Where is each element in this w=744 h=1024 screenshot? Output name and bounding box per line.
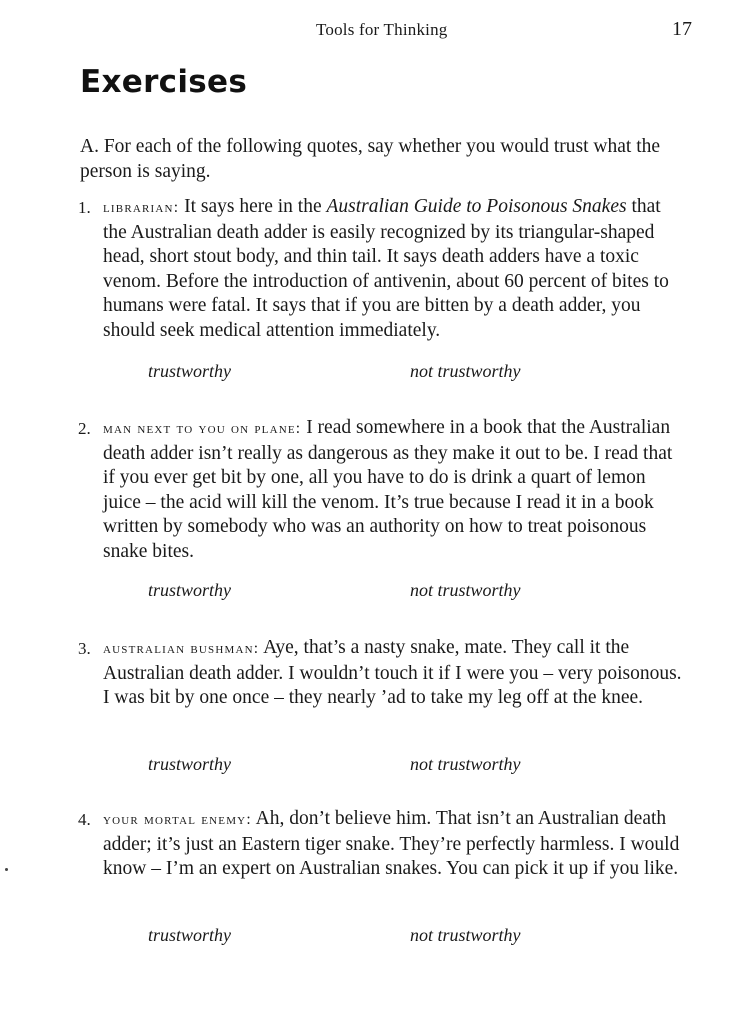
item-quote <box>103 195 688 343</box>
answer-choices <box>78 361 698 387</box>
exercise-instructions: A. For each of the following quotes, say whether you would trust what the person is saying. <box>80 136 661 182</box>
exercise-item-1 <box>78 195 698 381</box>
quote-body: Aye, that’s a nasty snake, mate. They call it the Australian death adder. I wouldn’t touch it if I were you – very poisonous. I was bit by one once – they nearly ’ad to take my leg off at the knee. <box>103 637 682 708</box>
exercise-item-3 <box>78 636 698 774</box>
item-quote <box>103 636 688 711</box>
choice-trustworthy[interactable]: trustworthy <box>148 580 232 600</box>
running-head: Tools for Thinking <box>316 20 448 39</box>
exercise-item-2 <box>78 416 698 600</box>
section-title: Exercises <box>80 64 248 100</box>
answer-choices <box>78 925 698 951</box>
speaker-label: man next to you on plane: <box>103 420 302 437</box>
quote-lead: It says here in the <box>179 196 327 217</box>
item-number: 1. <box>78 198 91 217</box>
answer-choices <box>78 580 698 606</box>
speaker-label: your mortal enemy: <box>103 811 252 828</box>
speaker-label: librarian: <box>103 199 180 216</box>
book-title: Australian Guide to Poisonous Snakes <box>326 196 627 217</box>
item-number: 2. <box>78 419 91 438</box>
choice-not-trustworthy[interactable]: not trustworthy <box>410 925 521 945</box>
item-number: 3. <box>78 639 91 658</box>
item-quote <box>103 416 688 564</box>
speaker-label: australian bushman: <box>103 640 260 657</box>
item-quote <box>103 807 688 882</box>
quote-body: that the Australian death adder is easily recognized by its triangular-shaped head, short stout body, and thin tail. It says death adders have a toxic venom. Before the introduction of antivenin, about 60 percent of bites to humans were fatal. It says that if you are bitten by a death adder, you should seek medical attention immediately. <box>103 196 669 341</box>
item-number: 4. <box>78 810 91 829</box>
exercise-item-4 <box>78 807 698 945</box>
answer-choices <box>78 754 698 780</box>
quote-body: Ah, don’t believe him. That isn’t an Australian death adder; it’s just an Eastern tiger snake. They’re perfectly harmless. I would know – I’m an expert on Australian snakes. You can pick it up if you like. <box>103 808 680 879</box>
quote-body: I read somewhere in a book that the Australian death adder isn’t really as dangerous as they make it out to be. I read that if you ever get bit by one, all you have to do is drink a quart of lemon juice – the acid will kill the venom. It’s true because I read it in a book written by somebody who was an authority on how to treat poisonous snake bites. <box>103 417 673 562</box>
choice-trustworthy[interactable]: trustworthy <box>148 754 232 774</box>
choice-not-trustworthy[interactable]: not trustworthy <box>410 580 521 600</box>
choice-not-trustworthy[interactable]: not trustworthy <box>410 754 521 774</box>
page-number: 17 <box>672 18 692 40</box>
choice-trustworthy[interactable]: trustworthy <box>148 361 232 381</box>
choice-trustworthy[interactable]: trustworthy <box>148 925 232 945</box>
choice-not-trustworthy[interactable]: not trustworthy <box>410 361 521 381</box>
scan-speck <box>5 868 8 871</box>
